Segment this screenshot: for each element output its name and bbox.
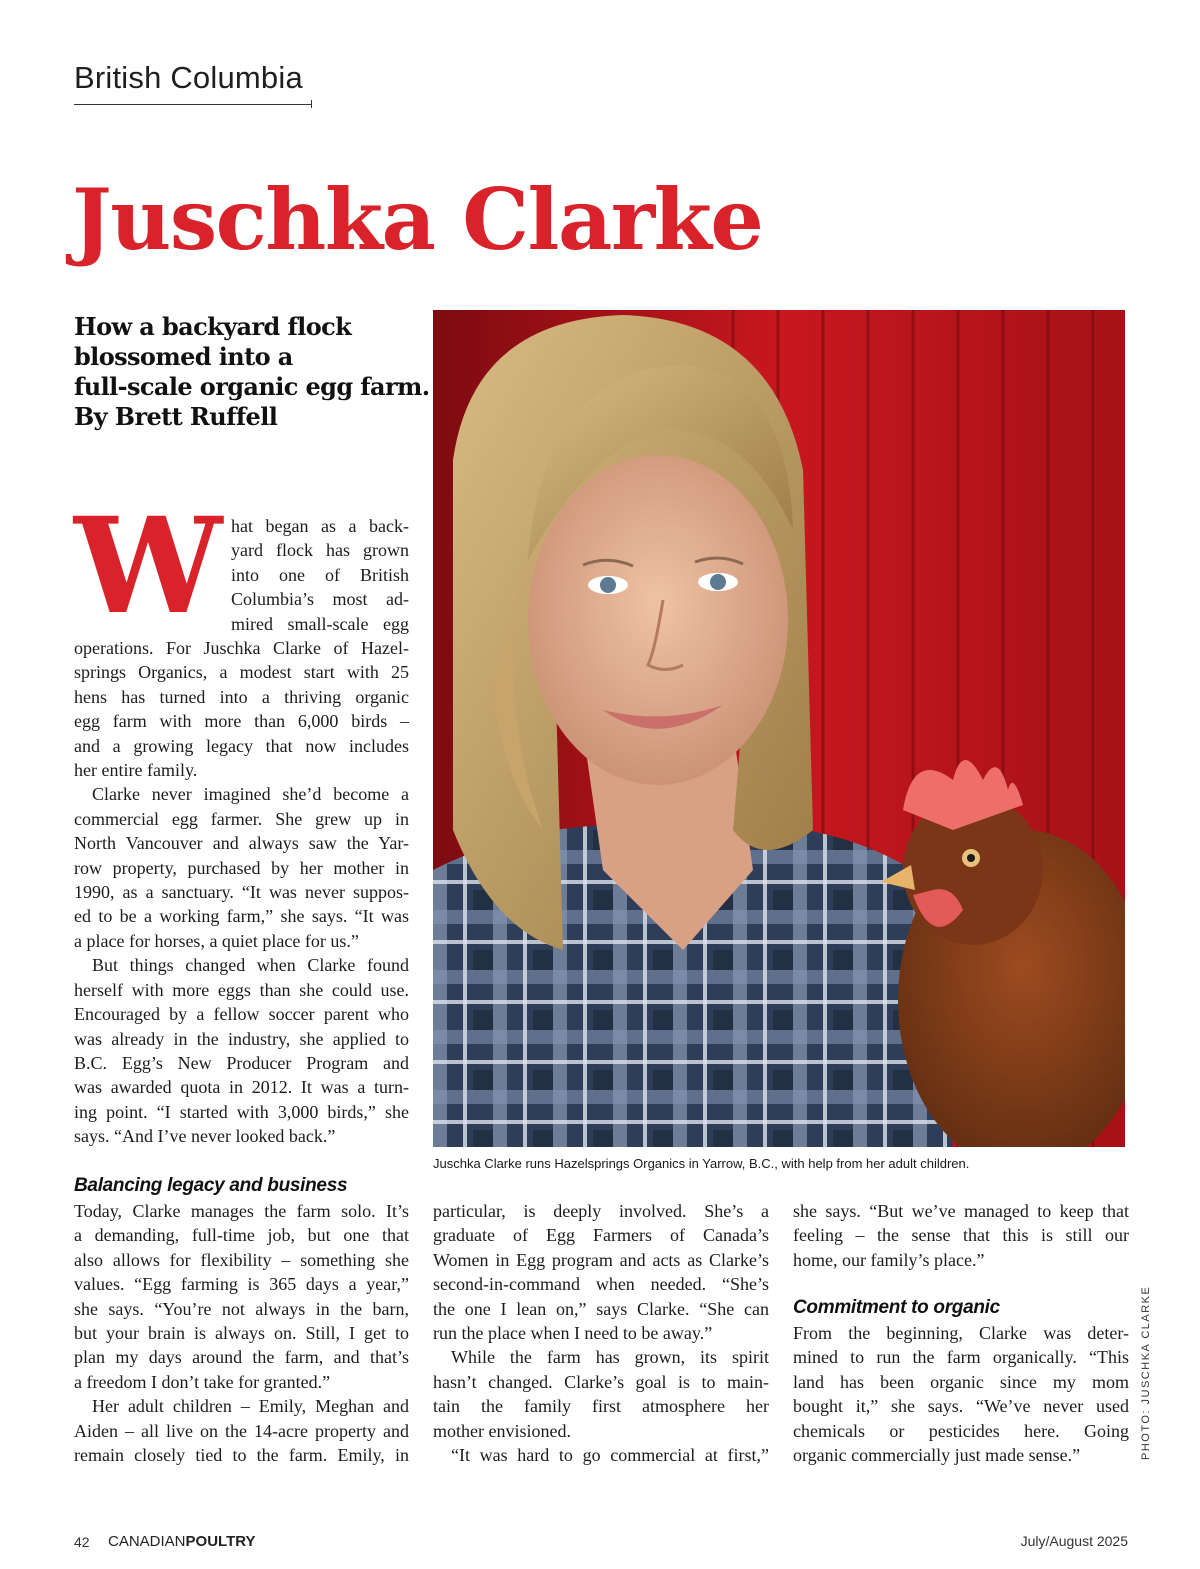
text-line: hens has turned into a thriving organic [74,686,409,707]
magazine-name-light: CANADIAN [108,1533,186,1550]
text-line: organic commercially just made sense.” [793,1445,1081,1466]
feature-photo [433,310,1125,1147]
text-line: Columbia’s most ad- [231,589,409,610]
text-line: a freedom I don’t take for granted.” [74,1371,331,1392]
photo-credit: PHOTO: JUSCHKA CLARKE [1140,1285,1152,1460]
text-line: mother envisioned. [433,1420,571,1441]
text-line: mired small-scale egg [231,613,409,634]
issue-date: July/August 2025 [1020,1533,1128,1549]
text-line: Encouraged by a fellow soccer parent who [74,1004,409,1025]
paragraph [433,1199,769,1345]
text-line: a place for horses, a quiet place for us.” [74,930,359,951]
subhead-organic: Commitment to organic [793,1297,1000,1318]
dek-line: How a backyard flock [74,312,352,341]
text-line: says. “And I’ve never looked back.” [74,1126,336,1147]
text-line: particular, is deeply involved. She’s a [433,1201,769,1221]
magazine-name-bold: POULTRY [185,1533,256,1550]
text-line: springs Organics, a modest start with 25 [74,662,409,683]
section-rule [74,104,311,105]
text-line: her entire family. [74,760,198,781]
paragraph [433,1345,769,1443]
text-line: ed to be a working farm,” she says. “It was [74,906,409,927]
article-dek [74,312,430,432]
text-line: graduate of Egg Farmers of Canada’s [433,1225,769,1246]
text-line: herself with more eggs than she could use. [74,979,409,1000]
text-line: Aiden – all live on the 14-acre property and [74,1420,409,1441]
page-number: 42 [74,1534,90,1550]
text-line: egg farm with more than 6,000 birds – [74,711,409,732]
text-line: mined to run the farm organically. “This [793,1347,1129,1368]
text-line: the one I lean on,” says Clarke. “She can [433,1298,769,1319]
text-line: into one of British [231,564,409,585]
photo-caption: Juschka Clarke runs Hazelsprings Organics in Yarrow, B.C., with help from her adult children. [433,1156,970,1171]
paragraph [793,1199,1129,1272]
column-3-bottom [793,1321,1129,1467]
paragraph [74,782,409,953]
text-line: a demanding, full-time job, but one that [74,1225,409,1246]
paragraph [793,1321,1129,1467]
text-line: commercial egg farmer. She grew up in [74,808,409,829]
dek-line: blossomed into a [74,342,293,371]
text-line: Her adult children – Emily, Meghan and [92,1396,409,1417]
text-line: home, our family’s place.” [793,1249,985,1270]
dek-line: full-scale organic egg farm. [74,372,430,401]
text-line: Women in Egg program and acts as Clarke’s [433,1249,769,1270]
text-line: But things changed when Clarke found [92,955,409,976]
text-line: bought it,” she says. “We’ve never used [793,1396,1129,1417]
text-line: Today, Clarke manages the farm solo. It’s [74,1201,409,1221]
text-line: remain closely tied to the farm. Emily, in [74,1445,409,1466]
text-line: also allows for flexibility – something she [74,1249,409,1270]
text-line: North Vancouver and always saw the Yar- [74,833,409,854]
text-line: B.C. Egg’s New Producer Program and [74,1052,409,1073]
text-line: was awarded quota in 2012. It was a turn- [74,1077,409,1098]
text-line: but your brain is always on. Still, I get to [74,1323,409,1344]
text-line: values. “Egg farming is 365 days a year,” [74,1274,409,1295]
text-line: operations. For Juschka Clarke of Hazel- [74,638,409,658]
column-3 [793,1199,1129,1272]
text-line: row property, purchased by her mother in [74,857,409,878]
text-line: yard flock has grown [231,540,409,561]
paragraph [74,636,409,782]
magazine-name [108,1533,256,1550]
text-line: From the beginning, Clarke was deter- [793,1323,1129,1343]
column-2 [433,1199,769,1467]
paragraph [74,953,409,1148]
text-line: While the farm has grown, its spirit [451,1347,769,1368]
text-line: chemicals or pesticides here. Going [793,1420,1129,1441]
column-1-bottom [74,1199,409,1467]
text-line: she says. “But we’ve managed to keep that [793,1201,1129,1221]
text-line: ing point. “I started with 3,000 birds,” she [74,1101,409,1122]
text-line: tain the family first atmosphere her [433,1396,769,1417]
column-1 [74,636,409,1149]
text-line: land has been organic since my mom [793,1371,1129,1392]
text-line: feeling – the sense that this is still our [793,1225,1129,1246]
text-line: second-in-command when needed. “She’s [433,1274,769,1295]
text-line: hasn’t changed. Clarke’s goal is to main- [433,1371,769,1392]
text-line: plan my days around the farm, and that’s [74,1347,409,1368]
paragraph [74,1199,409,1394]
text-line: run the place when I need to be away.” [433,1323,713,1344]
drop-cap: W [74,489,223,644]
text-line: hat began as a back- [231,516,409,536]
paragraph [74,1394,409,1467]
section-label: British Columbia [74,60,303,95]
text-line: she says. “You’re not always in the barn, [74,1298,409,1319]
paragraph [433,1443,769,1467]
farmer-with-hen-image [433,310,1125,1147]
subhead-balancing: Balancing legacy and business [74,1175,348,1196]
text-line: and a growing legacy that now includes [74,735,409,756]
byline: By Brett Ruffell [74,402,278,431]
text-line: 1990, as a sanctuary. “It was never suppos- [74,882,409,903]
text-line: “It was hard to go commercial at first,” [451,1445,769,1466]
text-line: was already in the industry, she applied to [74,1028,409,1049]
text-line: Clarke never imagined she’d become a [92,784,409,805]
intro-lines [231,514,409,636]
article-title: Juschka Clarke [72,170,763,269]
